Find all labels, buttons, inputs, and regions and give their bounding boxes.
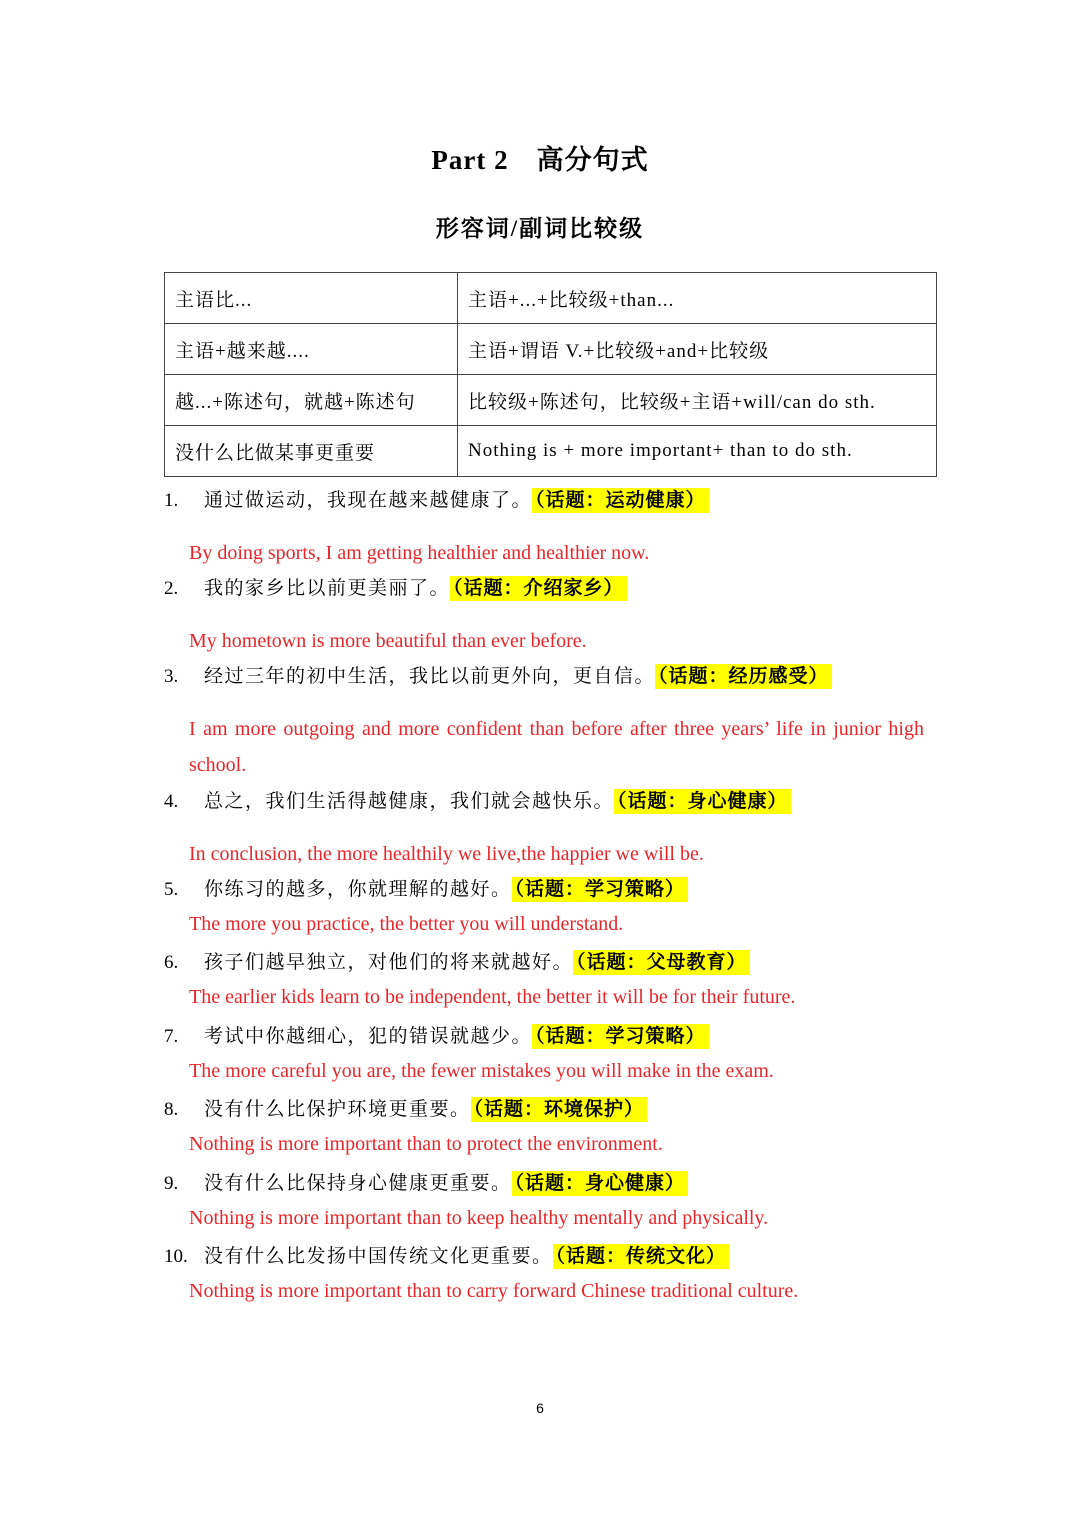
table-cell-pattern: 主语+...+比较级+than... [458,273,937,324]
example-item [164,947,924,1015]
table-cell-pattern: 主语+谓语 V.+比较级+and+比较级 [458,324,937,375]
table-row [165,375,937,426]
example-chinese: 通过做运动，我现在越来越健康了。 [204,490,533,511]
topic-tag: （话题：身心健康） [512,1171,689,1196]
example-translation: Nothing is more important than to protect the environment. [189,1133,663,1155]
example-translation: My hometown is more beautiful than ever before. [189,630,587,652]
example-number: 8. [164,1099,179,1120]
example-translation: The more you practice, the better you will understand. [189,913,624,935]
example-item [164,573,924,659]
table-cell-pattern: Nothing is + more important+ than to do sth. [458,426,937,477]
topic-tag: （话题：传统文化） [553,1244,730,1269]
example-chinese: 经过三年的初中生活，我比以前更外向，更自信。 [204,666,656,687]
example-number: 10. [164,1246,188,1267]
table-cell-chinese: 没什么比做某事更重要 [165,426,458,477]
topic-tag: （话题：学习策略） [512,877,689,902]
example-chinese: 没有什么比保护环境更重要。 [204,1099,471,1120]
example-item [164,485,924,571]
page-title: Part 2 高分句式 [431,145,649,175]
example-translation: The more careful you are, the fewer mistakes you will make in the exam. [189,1060,774,1082]
example-number: 3. [164,666,179,687]
topic-tag: （话题：环境保护） [471,1097,648,1122]
example-number: 7. [164,1026,179,1047]
sentence-pattern-table [164,272,937,477]
example-number: 6. [164,952,179,973]
example-translation: By doing sports, I am getting healthier and healthier now. [189,542,650,564]
example-item [164,1094,924,1162]
example-chinese: 考试中你越细心，犯的错误就越少。 [204,1026,533,1047]
example-number: 9. [164,1173,179,1194]
example-item [164,661,924,783]
topic-tag: （话题：经历感受） [655,664,832,689]
table-row [165,426,937,477]
table-row [165,324,937,375]
example-chinese: 孩子们越早独立，对他们的将来就越好。 [204,952,574,973]
example-number: 4. [164,791,179,812]
example-number: 1. [164,490,179,511]
example-item [164,874,924,942]
topic-tag: （话题：身心健康） [614,789,791,814]
example-translation: Nothing is more important than to carry forward Chinese traditional culture. [189,1280,799,1302]
table-cell-chinese: 主语比... [165,273,458,324]
table-row [165,273,937,324]
example-chinese: 你练习的越多，你就理解的越好。 [204,879,512,900]
example-chinese: 没有什么比保持身心健康更重要。 [204,1173,512,1194]
example-chinese: 总之，我们生活得越健康，我们就会越快乐。 [204,791,615,812]
example-item [164,786,924,872]
example-chinese: 没有什么比发扬中国传统文化更重要。 [204,1246,553,1267]
topic-tag: （话题：运动健康） [532,488,709,513]
page-number: 6 [536,1400,544,1416]
table-cell-chinese: 越...+陈述句，就越+陈述句 [165,375,458,426]
topic-tag: （话题：父母教育） [573,950,750,975]
topic-tag: （话题：学习策略） [532,1024,709,1049]
example-number: 5. [164,879,179,900]
example-translation: In conclusion, the more healthily we live,the happier we will be. [189,843,704,865]
example-item [164,1021,924,1089]
topic-tag: （话题：介绍家乡） [450,576,627,601]
example-translation: Nothing is more important than to keep healthy mentally and physically. [189,1207,769,1229]
example-translation: I am more outgoing and more confident than before after three years’ life in junior high school. [189,718,924,776]
example-chinese: 我的家乡比以前更美丽了。 [204,578,451,599]
table-cell-pattern: 比较级+陈述句，比较级+主语+will/can do sth. [458,375,937,426]
section-title: 形容词/副词比较级 [435,216,645,241]
example-item [164,1241,924,1309]
example-item [164,1168,924,1236]
example-number: 2. [164,578,179,599]
table-cell-chinese: 主语+越来越.... [165,324,458,375]
example-translation: The earlier kids learn to be independent, the better it will be for their future. [189,986,796,1008]
